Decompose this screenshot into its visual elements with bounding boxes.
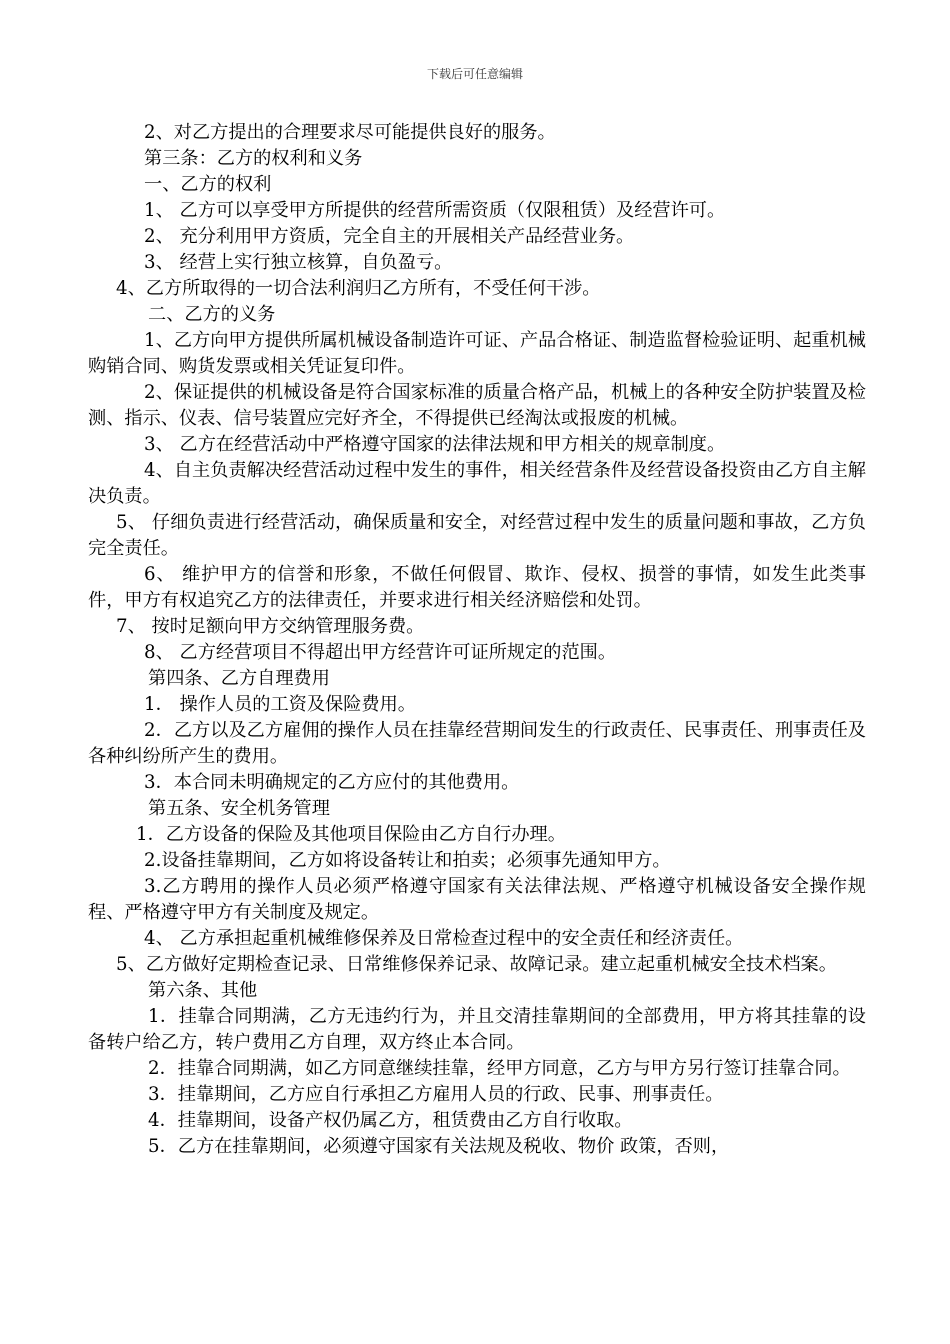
paragraph: 4．挂靠期间，设备产权仍属乙方，租赁费由乙方自行收取。 bbox=[148, 1110, 633, 1131]
paragraph: 3．挂靠期间，乙方应自行承担乙方雇用人员的行政、民事、刑事责任。 bbox=[148, 1084, 724, 1105]
paragraph: 7、 按时足额向甲方交纳管理服务费。 bbox=[116, 616, 425, 637]
paragraph: 4、乙方所取得的一切合法利润归乙方所有，不受任何干涉。 bbox=[116, 278, 601, 299]
paragraph: 4、 乙方承担起重机械维修保养及日常检查过程中的安全责任和经济责任。 bbox=[144, 928, 744, 949]
paragraph: 3.乙方聘用的操作人员必须严格遵守国家有关法律法规、严格遵守机械设备安全操作规程、严格遵守甲方有关制度及规定。 bbox=[88, 876, 866, 923]
paragraph: 1． 操作人员的工资及保险费用。 bbox=[144, 694, 416, 715]
paragraph: 2．挂靠合同期满，如乙方同意继续挂靠，经甲方同意，乙方与甲方另行签订挂靠合同。 bbox=[148, 1058, 851, 1079]
paragraph: 2．乙方以及乙方雇佣的操作人员在挂靠经营期间发生的行政责任、民事责任、刑事责任及各种纠纷所产生的费用。 bbox=[88, 720, 866, 767]
paragraph: 第六条、其他 bbox=[148, 980, 258, 1001]
paragraph: 4、自主负责解决经营活动过程中发生的事件，相关经营条件及经营设备投资由乙方自主解决负责。 bbox=[88, 460, 866, 507]
paragraph: 1．乙方设备的保险及其他项目保险由乙方自行办理。 bbox=[136, 824, 566, 845]
paragraph: 6、 维护甲方的信誉和形象，不做任何假冒、欺诈、侵权、损誉的事情，如发生此类事件，甲方有权追究乙方的法律责任，并要求进行相关经济赔偿和处罚。 bbox=[88, 564, 866, 611]
paragraph: 1、乙方向甲方提供所属机械设备制造许可证、产品合格证、制造监督检验证明、起重机械购销合同、购货发票或相关凭证复印件。 bbox=[88, 330, 866, 377]
paragraph: 1、 乙方可以享受甲方所提供的经营所需资质（仅限租赁）及经营许可。 bbox=[144, 200, 726, 221]
paragraph: 3．本合同未明确规定的乙方应付的其他费用。 bbox=[144, 772, 520, 793]
paragraph: 第五条、安全机务管理 bbox=[148, 798, 330, 819]
paragraph: 8、 乙方经营项目不得超出甲方经营许可证所规定的范围。 bbox=[144, 642, 617, 663]
paragraph: 5．乙方在挂靠期间，必须遵守国家有关法规及税收、物价 政策，否则， bbox=[148, 1136, 730, 1157]
paragraph: 2、 充分利用甲方资质，完全自主的开展相关产品经营业务。 bbox=[144, 226, 635, 247]
paragraph: 一、乙方的权利 bbox=[144, 174, 272, 195]
page-header-note: 下载后可任意编辑 bbox=[426, 67, 523, 81]
paragraph: 2.设备挂靠期间，乙方如将设备转让和拍卖；必须事先通知甲方。 bbox=[144, 850, 671, 871]
paragraph: 2、对乙方提出的合理要求尽可能提供良好的服务。 bbox=[144, 122, 556, 143]
paragraph: 5、乙方做好定期检查记录、日常维修保养记录、故障记录。建立起重机械安全技术档案。 bbox=[116, 954, 837, 975]
document-body bbox=[88, 120, 866, 1160]
paragraph: 3、 乙方在经营活动中严格遵守国家的法律法规和甲方相关的规章制度。 bbox=[144, 434, 726, 455]
paragraph: 1．挂靠合同期满，乙方无违约行为，并且交清挂靠期间的全部费用，甲方将其挂靠的设备转户给乙方，转户费用乙方自理，双方终止本合同。 bbox=[88, 1006, 866, 1053]
paragraph: 5、 仔细负责进行经营活动，确保质量和安全，对经营过程中发生的质量问题和事故，乙方负完全责任。 bbox=[88, 512, 866, 559]
paragraph: 2、保证提供的机械设备是符合国家标准的质量合格产品，机械上的各种安全防护装置及检测、指示、仪表、信号装置应完好齐全，不得提供已经淘汰或报废的机械。 bbox=[88, 382, 866, 429]
paragraph: 第四条、乙方自理费用 bbox=[148, 668, 330, 689]
paragraph: 二、乙方的义务 bbox=[148, 304, 276, 325]
paragraph: 第三条：乙方的权利和义务 bbox=[144, 148, 363, 169]
paragraph: 3、 经营上实行独立核算，自负盈亏。 bbox=[144, 252, 453, 273]
